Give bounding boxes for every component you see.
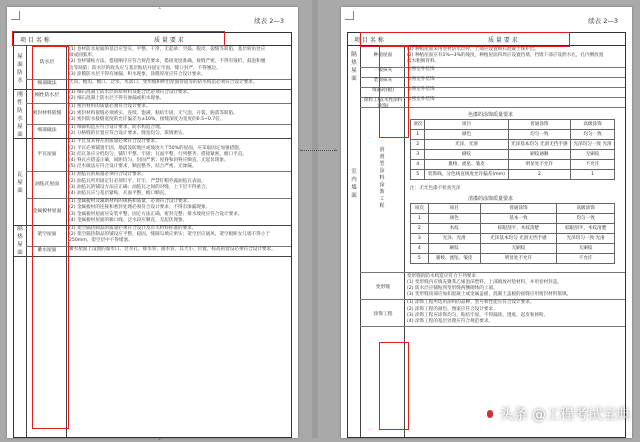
header-quality: 质 量 要 求 — [154, 37, 184, 44]
requirement-line: (2) 细石混凝土防水层不得有渗漏或积水现象。 — [69, 96, 165, 102]
requirement-line: (1) 细石混凝土防水层的原材料及配合比必须符合设计要求。 — [69, 90, 192, 95]
requirement-line: (1) 种植屋面采用卷材防水层时，上部应设置细石混凝土保护层。 — [407, 47, 540, 52]
table-note: 注：无光色漆不检查光泽 — [410, 185, 461, 191]
item-label: 涂料工程(水性涂料涂饰) — [363, 98, 403, 109]
table-title: 色漆的涂饰质量要求 — [468, 111, 514, 118]
requirement-line: 做成圆弧形。 — [69, 53, 97, 59]
item-label: 油毡瓦屋面 — [35, 181, 59, 187]
row-divider — [360, 326, 625, 327]
table-cell: 3 — [411, 149, 425, 159]
table-row — [411, 149, 615, 159]
section-label: 瓦屋面 — [17, 171, 23, 194]
item-label: 细部做法 — [37, 81, 57, 86]
section-label: 隔热屋面 — [351, 52, 357, 82]
section-label: 室内墙面 — [351, 168, 357, 199]
corner-mark — [345, 11, 354, 20]
table-row — [411, 169, 615, 179]
requirement-line: (2) 密封材料嵌缝必须密实、连续、饱满，粘结牢固，无气泡、开裂、脱落等缺陷。 — [69, 110, 238, 116]
item-label: 饰面砖(板) — [372, 88, 394, 94]
requirement-line: (3) 密封防水接缝宽度的允许偏差为±10%，接缝深度为宽度的0.5~0.7倍。 — [69, 116, 225, 122]
requirement-line: 参照室外装饰 — [407, 66, 435, 72]
table-cell: 颜色 — [425, 129, 508, 139]
requirement-line: (3) 挂瓦条应分档均匀，铺钉平整、牢固；瓦面平整，行列整齐，搭接紧密，檐口平直。 — [69, 151, 247, 157]
requirement-line: (1) 金属板材及辅助材料的规格和质量，必须符合设计要求。 — [69, 199, 192, 205]
table-header-cell: 项目 — [425, 119, 508, 129]
table-cell: 2 — [411, 223, 429, 233]
requirement-line: (1) 平瓦及其脊瓦的质量必须符合设计要求。 — [69, 139, 160, 145]
requirement-line: (4) 金属板材屋面的檐口线、泛水段应顺直，无起伏现象。 — [69, 217, 188, 223]
table-row — [411, 129, 615, 139]
requirement-line: 疏水粗细骨料。 — [407, 59, 440, 65]
table-cell: 无刷纹 — [480, 243, 557, 253]
highlight-bottom-items — [379, 342, 409, 430]
requirement-line: (4) 油毡瓦应与基层紧贴，瓦面平整，檐口顺直。 — [69, 191, 169, 196]
requirement-line: 参照室外装饰 — [407, 96, 435, 102]
quality-table — [410, 119, 615, 180]
item-label: 金属板材屋面 — [32, 208, 62, 214]
table-cell: 2 — [508, 169, 571, 179]
table-title: 清漆的涂饰质量要求 — [468, 195, 514, 202]
table-cell: 光泽基本均匀 光滑无挡手感 — [480, 233, 557, 243]
table-cell: 木纹 — [428, 223, 480, 233]
table-row — [411, 243, 615, 253]
table-header-cell: 高级涂饰 — [571, 119, 615, 129]
table-cell: 5 — [411, 253, 429, 263]
requirement-line: (3) 油毡瓦的铺设方法应正确；油毡瓦之间的对缝，上下层不得重合。 — [69, 184, 211, 190]
header-item-name: 项 目 名 称 — [354, 37, 384, 44]
requirement-line: (5) 泛水做法应符合设计要求，顺直整齐，结合严密，无渗漏。 — [69, 164, 197, 170]
table-cell: 光泽均匀一致 光滑 — [571, 139, 615, 149]
item-label: 装饰抹灰 — [373, 78, 393, 84]
table-cell: 棕眼刮平、木纹清楚 — [480, 223, 557, 233]
table-header-row — [411, 203, 615, 213]
requirement-line: (4) 脊瓦应搭盖正确，间距均匀，封固严密；屋脊和斜脊应顺直，无起伏现象。 — [69, 158, 229, 163]
requirement-line: (2) 平瓦必须铺置牢固，地震设防地区或坡度大于50%的屋面，应采取固定加强措施。 — [69, 145, 244, 151]
table-row — [411, 139, 615, 149]
table-cell: 3 — [411, 233, 429, 243]
table-header-cell: 项目 — [428, 203, 480, 213]
right-document-page — [341, 7, 632, 438]
table-cell: 均匀一致 — [508, 129, 571, 139]
table-cell: 不允许 — [557, 253, 615, 263]
requirement-line: 250mm，架空层中不得堵塞。 — [69, 238, 133, 244]
table-cell: 刷纹通顺 — [508, 149, 571, 159]
requirement-line: 蓄水屋面上设置的溢水口、过水孔、排水管、溢水管，其大小、位置、标高的留设必须符合设计要求。 — [69, 246, 276, 252]
requirement-line: (3) 变形缝顶部应加扣混凝土或金属盖板，混凝土盖板的接缝应用密封材料嵌填。 — [407, 292, 572, 298]
item-label: 防水层 — [39, 59, 55, 65]
requirement-line: (1) 变形缝内应填充聚苯乙烯泡沫塑料，上部填放衬垫材料，并用卷材封盖。 — [407, 279, 562, 285]
requirement-line: (2) 涂饰工程的颜色、图案应符合设计要求。 — [407, 306, 498, 312]
table-cell: 刷纹 — [425, 149, 508, 159]
row-divider — [360, 272, 625, 273]
highlight-top-items — [379, 45, 409, 138]
table-cell: 1 — [411, 129, 425, 139]
table-cell: 2 — [411, 139, 425, 149]
table-header-cell: 项次 — [411, 203, 429, 213]
table-cell: 光泽、光滑 — [425, 139, 508, 149]
requirement-line: (1) 细部构造应符合设计要求，防水构造合理。 — [69, 125, 165, 130]
item-label: 一般抹灰 — [373, 68, 393, 74]
table-row — [411, 233, 615, 243]
table-row — [411, 223, 615, 233]
requirement-line: (2) 卷材铺贴方法、搭接顺序应符合规范要求，搭接宽度准确，接缝严密，不得有皱折、鼓泡和翘 — [69, 59, 266, 65]
requirement-line: (3) 涂饰工程应涂饰均匀、粘结牢固，不得漏涂、透底、起皮和掉粉。 — [407, 312, 549, 318]
requirement-line: (1) 架空隔热制品的质量必须符合设计及有关材料标准的要求。 — [69, 226, 197, 231]
requirement-line: (2) 防水层应铺贴到变形缝两侧砌体的上部。 — [407, 286, 498, 291]
requirement-line: (1) 卷材防水屋面的基层应坚实、平整、干净，无起砂、空鼓、脱皮、裂缝等缺陷，基层转角处应 — [69, 47, 266, 52]
table-header-row — [411, 119, 615, 129]
table-cell: 1 — [571, 169, 615, 179]
table-cell: 4 — [411, 159, 425, 169]
corner-mark — [11, 11, 20, 20]
table-cell: 光泽均匀一致 光滑 — [557, 233, 615, 243]
requirement-line: (1) 涂饰工程所选用涂料的品种、型号和性能应符合设计要求。 — [407, 300, 535, 306]
table-header-cell: 高级涂饰 — [557, 203, 615, 213]
table-row — [411, 159, 615, 169]
requirement-line: 参照室外装饰 — [407, 76, 435, 82]
table-cell: 棕眼刮平、木纹清楚 — [557, 223, 615, 233]
requirement-line: (2) 架空隔热制品的铺设应平整、稳固，缝隙勾填应密实；架空层应通风，架空板距女儿墙不得小于 — [69, 232, 270, 238]
table-cell: 1 — [411, 213, 429, 223]
table-cell: 颜色 — [428, 213, 480, 223]
table-cell: 均匀一致 — [557, 213, 615, 223]
requirement-line: (4) 涂饰工程的基层处理应符合规范要求。 — [407, 319, 494, 324]
table-cell: 明显处不允许 — [508, 159, 571, 169]
table-cell: 光泽、光滑 — [428, 233, 480, 243]
table-header-cell: 普通涂饰 — [508, 119, 571, 129]
table-row — [411, 213, 615, 223]
item-label: 变形缝 — [375, 285, 391, 290]
table-row — [411, 253, 615, 263]
table-cell: 明显处不允许 — [480, 253, 557, 263]
requirement-line: (2) 金属板材的连接和密封处理必须符合设计要求，不得有渗漏现象。 — [69, 205, 211, 211]
item-label: 涂饰工程 — [373, 311, 393, 317]
item-label: 蓄水屋面 — [37, 247, 57, 253]
item-label: 密封材料嵌缝 — [32, 110, 62, 116]
item-label: 细部做法 — [37, 128, 57, 134]
scroll-up-icon[interactable]: ⌃ — [157, 7, 163, 14]
requirement-line: 变形缝的防水构造应符合下列要求： — [407, 273, 481, 279]
toutiao-logo-icon — [483, 407, 497, 421]
table-cell: 无刷纹 — [571, 149, 615, 159]
table-cell: 刷纹 — [428, 243, 480, 253]
highlight-header — [12, 31, 225, 46]
highlight-item-column — [32, 46, 69, 429]
watermark — [483, 404, 630, 424]
table-header-cell: 普通涂饰 — [480, 203, 557, 213]
requirement-line: (2) 分格缝的位置应符合设计要求，缝宽均匀，嵌填密实。 — [69, 131, 188, 137]
requirement-line: (2) 种植屋面应有1%~3%的坡度，种植屋面四周应设置挡墙，挡墙下部应设泄水孔，孔内侧放置 — [407, 53, 604, 59]
requirement-line: (3) 涂膜防水层不得有渗漏、积水现象，涂膜厚度应符合设计要求。 — [69, 71, 206, 77]
left-arrow-icon[interactable]: ‹ — [299, 147, 302, 154]
table-cell: 5 — [411, 169, 425, 179]
table-cell: 裹棱、流坠、皱皮 — [425, 159, 508, 169]
table-cell: 4 — [411, 243, 429, 253]
page-gap-dotted-line — [301, 150, 337, 151]
page-continuation-label: 续表 2—3 — [254, 17, 284, 25]
quality-table — [410, 203, 615, 264]
scroll-down-icon[interactable]: ⌄ — [157, 435, 163, 442]
page-divider — [312, 0, 318, 438]
requirement-line: 天沟、檐沟、檐口、泛水、水落口、变形缝和伸出屋面管道等的防水构造必须符合设计要求。 — [69, 80, 258, 85]
watermark-text: 头条 @工程考试宝典 — [499, 407, 630, 423]
table-cell: 装饰线、分色线直线度允许偏差(mm) — [425, 169, 508, 179]
header-quality: 质 量 要 求 — [488, 37, 518, 44]
requirement-line: (1) 密封材料的质量必须符合设计要求。 — [69, 104, 151, 110]
table-cell: 裹棱、流坠、皱皮 — [428, 253, 480, 263]
item-label: 架空屋面 — [37, 232, 57, 238]
page-continuation-label: 续表 2—3 — [588, 17, 618, 25]
subsection-label: 溶剂型涂料涂饰工程 — [379, 146, 385, 209]
table-cell: 基本一致 — [480, 213, 557, 223]
requirement-line: 参照室外装饰 — [407, 86, 435, 92]
header-item-name: 项 目 名 称 — [20, 37, 50, 44]
requirement-line: (3) 金属板材屋面应安装平整，固定方法正确，密封完整；排水坡度应符合设计要求。 — [69, 211, 243, 217]
item-label: 种植屋面 — [373, 53, 393, 59]
table-cell: 均匀一致 — [571, 129, 615, 139]
table-header-cell: 项次 — [411, 119, 425, 129]
section-label: 隔热屋面 — [17, 226, 23, 257]
left-document-page — [7, 7, 298, 442]
table-cell: 不允许 — [571, 159, 615, 169]
section-label: 刚性防水屋面 — [17, 91, 23, 138]
right-arrow-icon[interactable]: › — [334, 147, 337, 154]
table-cell: 光泽基本均匀 光滑无挡手感 — [508, 139, 571, 149]
table-cell: 无刷纹 — [557, 243, 615, 253]
requirement-line: (2) 油毡瓦所用固定钉必须钉平、钉牢，严禁钉帽外露油毡瓦表面。 — [69, 178, 206, 184]
item-label: 刚性防水层 — [35, 93, 59, 99]
item-label: 平瓦屋面 — [37, 151, 57, 157]
requirement-line: (1) 油毡瓦的质量必须符合设计要求。 — [69, 172, 146, 178]
section-label: 屋面防水 — [17, 53, 23, 84]
requirement-line: 边等缺陷；防水层的收头应与基层粘结并固定牢固，缝口封严，不得翘边。 — [69, 65, 221, 71]
